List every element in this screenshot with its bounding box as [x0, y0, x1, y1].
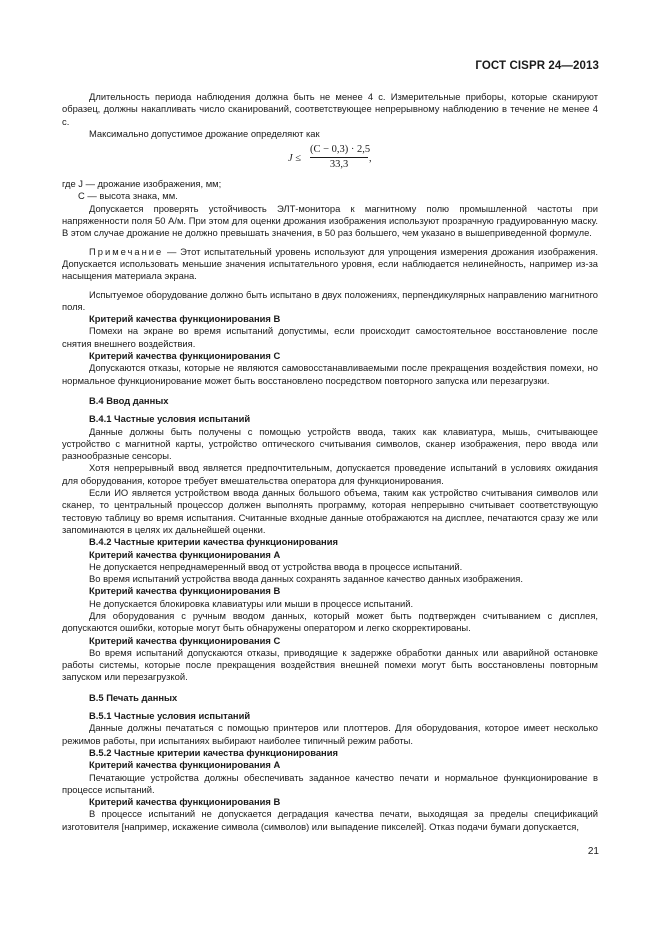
- subsection-heading: B.4.1 Частные условия испытаний: [89, 413, 251, 425]
- criterion-heading: Критерий качества функционирования B: [89, 796, 281, 808]
- paragraph: Допускается проверять устойчивость ЭЛТ-монитора к магнитному полю промышленной частоты при напряженности поля 50 А/м. При этом для оценки дрожания изображения используют прозрачную градуированную маску. В этом случае дрожание не должно превышать значения, в 50 раз большего, чем указано в вышеприведенной формуле.: [62, 202, 598, 239]
- paragraph: Длительность периода наблюдения должна быть не менее 4 с. Измерительные приборы, которые сканируют образец, должны накапливать число сканирований, соответствующее непрерывному наблюдению в течение не менее 4 с.: [62, 91, 598, 127]
- paragraph: Помехи на экране во время испытаний допустимы, если происходит самостоятельное восстановление после снятия внешнего воздействия.: [62, 325, 598, 349]
- formula-tail: ,: [369, 153, 372, 165]
- paragraph: Максимально допустимое дрожание определяют как: [89, 127, 320, 139]
- note-label: Примечание: [89, 245, 164, 257]
- section-heading: B.4 Ввод данных: [89, 394, 169, 406]
- page-content: [62, 91, 598, 833]
- page-number: 21: [587, 846, 599, 857]
- jitter-formula: [62, 144, 598, 176]
- subsection-heading: B.5.2 Частные критерии качества функционирования: [89, 746, 338, 758]
- criterion-heading: Критерий качества функционирования C: [89, 350, 281, 362]
- subsection-heading: B.4.2 Частные критерии качества функционирования: [89, 536, 338, 548]
- paragraph: Испытуемое оборудование должно быть испытано в двух положениях, перпендикулярных направлению магнитного поля.: [62, 288, 598, 312]
- variable-definition-text: C — высота знака, мм.: [78, 190, 178, 202]
- criterion-heading: Критерий качества функционирования B: [89, 313, 281, 325]
- criterion-heading: Критерий качества функционирования A: [89, 548, 281, 560]
- note-text: — Этот испытательный уровень используют для упрощения измерения дрожания изображения. Допускается использовать меньшие значения испытательного уровня, если наблюдается нелинейность, например из-за насыщения материала экрана.: [62, 245, 598, 282]
- variable-definition: [62, 190, 598, 202]
- formula-lhs: J ≤: [288, 153, 302, 165]
- section-heading: B.5 Печать данных: [89, 691, 178, 703]
- subsection-heading: B.5.1 Частные условия испытаний: [89, 710, 251, 722]
- standard-designation: ГОСТ CISPR 24—2013: [475, 60, 599, 72]
- formula-numerator: (C − 0,3) · 2,5: [310, 144, 368, 158]
- variable-definition: где J — дрожание изображения, мм;: [62, 178, 222, 190]
- paragraph: Данные должны печататься с помощью принтеров или плоттеров. Для оборудования, которое имеет несколько режимов работы, при испытаниях выбирают наиболее типичный режим работы.: [62, 722, 598, 746]
- paragraph: Не допускается блокировка клавиатуры или мыши в процессе испытаний.: [89, 597, 414, 609]
- paragraph: Данные должны быть получены с помощью устройств ввода, таких как клавиатура, мышь, считывающее устройство с магнитной карты, устройство оптического считывания символов, сканер изображения, перо ввода или разнообразные сенсоры.: [62, 425, 598, 462]
- paragraph: Не допускается непреднамеренный ввод от устройства ввода в процессе испытаний.: [89, 560, 463, 572]
- paragraph: В процессе испытаний не допускается деградация качества печати, выходящая за пределы спецификаций изготовителя [например, искажение символа (символов) или выпадение пикселей]. Отказ подачи бумаги допускается,: [62, 808, 598, 832]
- criterion-heading: Критерий качества функционирования C: [89, 634, 281, 646]
- formula-fraction: [310, 144, 371, 172]
- criterion-heading: Критерий качества функционирования B: [89, 585, 281, 597]
- paragraph: Если ИО является устройством ввода данных большого объема, таким как устройство считывания символов или сканер, то центральный процессор должен выполнять программу, которая непрерывно считывает соответствующую тестовую таблицу во время испытания. Считанные входные данные отображаются на дисплее, печатаются сразу же или запоминаются в целях их дальнейшей оценки.: [62, 487, 598, 535]
- formula-denominator: 33,3: [329, 159, 349, 171]
- paragraph: Во время испытаний допускаются отказы, приводящие к задержке обработки данных или аварийной остановке работы системы, которые после прекращения воздействия внешней помехи могут быть восстановлены повторным запуском или перезагрузкой.: [62, 646, 598, 683]
- note: [62, 246, 598, 283]
- paragraph: Для оборудования с ручным вводом данных, который может быть подтвержден считыванием с дисплея, допускаются ошибки, которые могут быть обнаружены оператором и легко скорректированы.: [62, 609, 598, 634]
- criterion-heading: Критерий качества функционирования A: [89, 759, 281, 771]
- paragraph: Во время испытаний устройства ввода данных сохранять заданное качество данных изображения.: [89, 573, 523, 585]
- paragraph: Хотя непрерывный ввод является предпочтительным, допускается проведение испытаний в условиях ожидания для оборудования, которое требует вмешательства оператора для функционирования.: [62, 462, 598, 486]
- paragraph: Допускаются отказы, которые не являются самовосстанавливаемыми после прекращения воздействия помехи, но нормальное функционирование может быть восстановлено посредством повторного запуска или перезагрузки.: [62, 362, 598, 386]
- paragraph: Печатающие устройства должны обеспечивать заданное качество печати и нормальное функционирование в процессе испытаний.: [62, 771, 598, 795]
